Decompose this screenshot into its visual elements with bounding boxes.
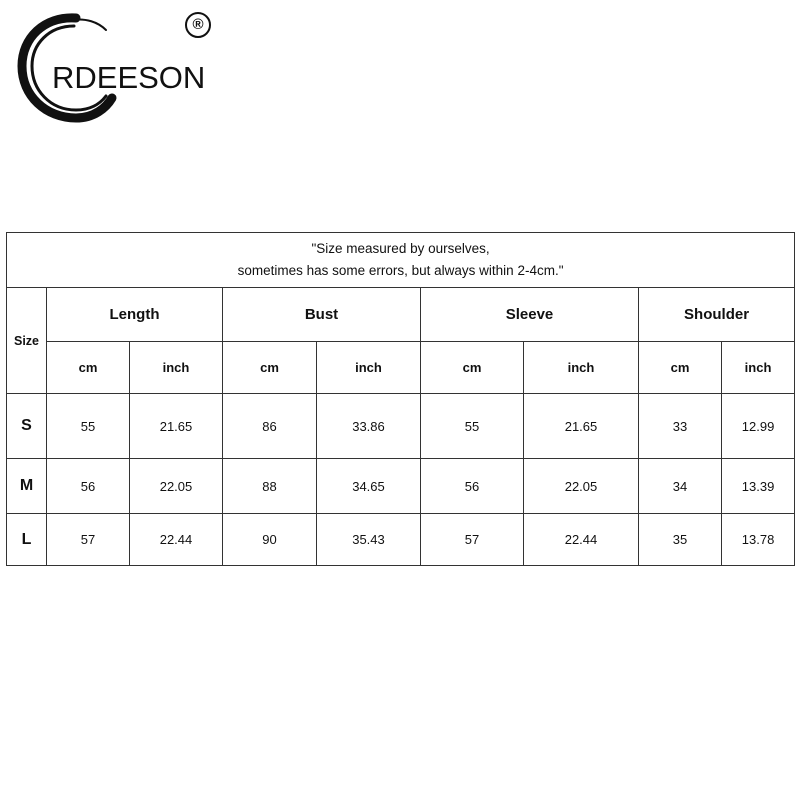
table-cell: 12.99: [722, 394, 795, 459]
measurement-note-line2: sometimes has some errors, but always within 2-4cm.": [237, 263, 564, 278]
unit-header: inch: [130, 342, 223, 394]
unit-header: inch: [524, 342, 639, 394]
size-label: S: [7, 394, 47, 459]
table-cell: 34.65: [317, 459, 421, 514]
bust-header: Bust: [223, 288, 421, 342]
size-label: L: [7, 514, 47, 566]
table-cell: 22.44: [524, 514, 639, 566]
length-header: Length: [47, 288, 223, 342]
table-cell: 56: [421, 459, 524, 514]
table-cell: 22.05: [524, 459, 639, 514]
shoulder-header: Shoulder: [639, 288, 795, 342]
table-cell: 35: [639, 514, 722, 566]
table-cell: 13.39: [722, 459, 795, 514]
table-cell: 57: [421, 514, 524, 566]
logo-text: RDEESON: [52, 60, 206, 95]
table-cell: 55: [47, 394, 130, 459]
size-chart-table: [6, 232, 795, 566]
table-row: [7, 459, 795, 514]
table-cell: 22.44: [130, 514, 223, 566]
unit-header: cm: [47, 342, 130, 394]
table-cell: 33: [639, 394, 722, 459]
table-cell: 13.78: [722, 514, 795, 566]
registered-mark-icon: ®: [185, 12, 211, 38]
table-cell: 86: [223, 394, 317, 459]
table-cell: 21.65: [130, 394, 223, 459]
table-cell: 90: [223, 514, 317, 566]
unit-header: inch: [317, 342, 421, 394]
unit-header: cm: [223, 342, 317, 394]
table-cell: 21.65: [524, 394, 639, 459]
size-column-header: Size: [7, 288, 47, 394]
table-cell: 22.05: [130, 459, 223, 514]
measurement-note-line1: "Size measured by ourselves,: [311, 241, 490, 256]
table-cell: 34: [639, 459, 722, 514]
table-cell: 33.86: [317, 394, 421, 459]
table-row: [7, 514, 795, 566]
measurement-note: [7, 233, 795, 288]
table-row: [7, 394, 795, 459]
size-label: M: [7, 459, 47, 514]
table-cell: 88: [223, 459, 317, 514]
brand-logo: [14, 8, 214, 128]
table-cell: 35.43: [317, 514, 421, 566]
table-cell: 56: [47, 459, 130, 514]
unit-header: cm: [421, 342, 524, 394]
unit-header: cm: [639, 342, 722, 394]
sleeve-header: Sleeve: [421, 288, 639, 342]
unit-header: inch: [722, 342, 795, 394]
table-cell: 57: [47, 514, 130, 566]
table-cell: 55: [421, 394, 524, 459]
